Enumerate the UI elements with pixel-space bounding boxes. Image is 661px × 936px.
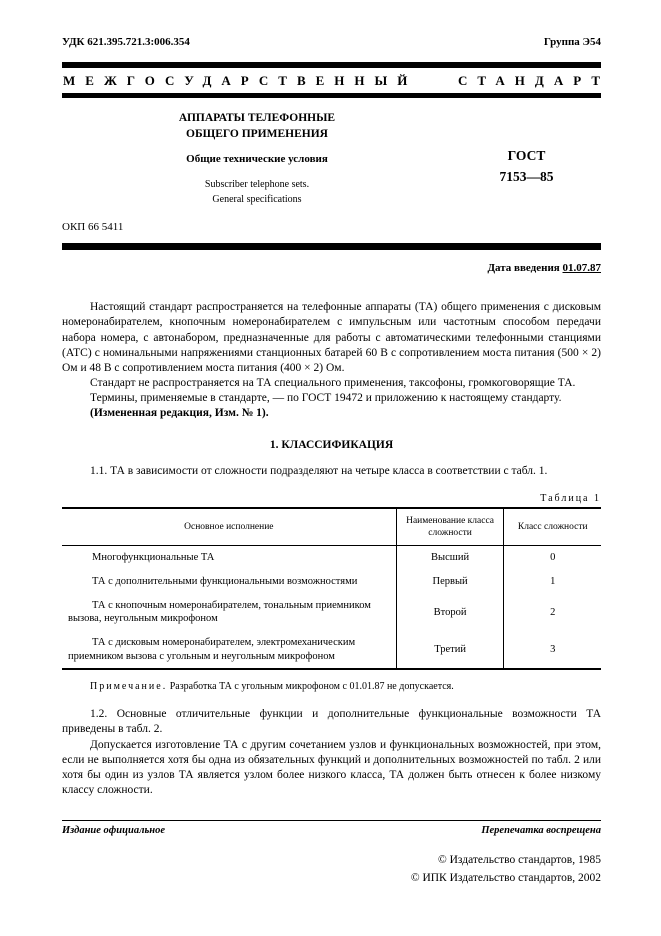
table-row [62, 546, 601, 570]
rule-under-banner [62, 93, 601, 98]
reprint-prohibited-label: Перепечатка воспрещена [481, 825, 601, 837]
doc-title-line-1: АППАРАТЫ ТЕЛЕФОННЫЕ [178, 112, 336, 124]
udk-code: УДК 621.395.721.3:006.354 [62, 36, 190, 48]
banner-word-2: СТАНДАРТ [457, 73, 610, 88]
official-edition-label: Издание официальное [62, 825, 166, 837]
copyright-line-2002: © ИПК Издательство стандартов, 2002 [410, 871, 601, 884]
table-cell-design: ТА с дополнительными функциональными возможностями [92, 576, 358, 588]
intro-paragraph-2: Стандарт не распространяется на ТА специального применения, таксофоны, громкоговорящие ТА. [90, 377, 576, 390]
doc-title-en-line-1: Subscriber telephone sets. [204, 179, 310, 191]
intro-paragraph-3: Термины, применяемые в стандарте, — по ГОСТ 19472 и приложению к настоящему стандарту. [90, 392, 562, 405]
table-cell-class-number: 3 [504, 631, 601, 669]
table-header-main-design: Основное исполнение [62, 508, 396, 546]
clause-1-2-continued: Допускается изготовление ТА с другим сочетанием узлов и функциональных возможностей, при этом, если не выполняется хотя бы одна из обязательных функций и дополнительных возможностей по табл. 2 или хотя бы один из узлов ТА является узлом более низкого класса, ТА должен быть отнесен к более низкому классу сложности. [62, 738, 601, 797]
doc-subtitle: Общие технические условия [186, 153, 328, 166]
table-note [62, 680, 601, 693]
table-cell-class-number: 1 [504, 570, 601, 594]
group-label: Группа Э54 [543, 36, 601, 48]
table-cell-class-number: 2 [504, 594, 601, 631]
banner-word-1: МЕЖГОСУДАРСТВЕННЫЙ [63, 73, 418, 88]
section-1-heading: 1. КЛАССИФИКАЦИЯ [269, 438, 394, 451]
footer-labels [62, 825, 601, 836]
footer-rule [62, 820, 601, 821]
clause-1-1: 1.1. ТА в зависимости от сложности подразделяют на четыре класса в соответствии с табл. 1. [90, 464, 548, 477]
effective-date-value: 01.07.87 [562, 262, 601, 275]
gost-label: ГОСТ [507, 148, 546, 163]
clause-1-2: 1.2. Основные отличительные функции и дополнительные функциональные возможности ТА приведены в табл. 2. [62, 708, 601, 736]
doc-title-en-line-2: General specifications [212, 193, 302, 205]
title-block [62, 110, 452, 207]
gost-number-block [452, 110, 601, 207]
table-header-row [62, 508, 601, 546]
effective-date-line [62, 262, 601, 274]
table-row [62, 594, 601, 631]
table-cell-design: Многофункциональные ТА [92, 552, 215, 564]
table-cell-class-number: 0 [504, 546, 601, 570]
table-cell-design: ТА с дисковым номеронабирателем, электромеханическим приемником вызова с угольным и неугольным микрофоном [68, 636, 356, 662]
table-cell-design: ТА с кнопочным номеронабирателем, тональным приемником вызова, неугольным микрофоном [68, 599, 371, 625]
table-row [62, 631, 601, 669]
copyright-line-1985: © Издательство стандартов, 1985 [437, 854, 601, 867]
classification-table [62, 507, 601, 671]
intro-paragraph-1: Настоящий стандарт распространяется на телефонные аппараты (ТА) общего применения с дисковым номеронабирателем, кнопочным номеронабирателем с импульсным или частотным способом передачи набора номера, с автонабором, предназначенные для работы с автоматическими телефонными станциями (АТС) с номинальными напряжениями станционных батарей 60 В с сопротивлением моста питания (500 × 2) Ом и 48 В с сопротивлением моста питания (400 × 2) Ом. [62, 301, 601, 374]
top-reference-row [62, 36, 601, 48]
table-row [62, 570, 601, 594]
note-label: Примечание. [90, 681, 168, 693]
table-1-caption: Таблица 1 [540, 492, 601, 504]
table-cell-class-name: Первый [396, 570, 504, 594]
effective-date-label: Дата введения [487, 262, 560, 275]
table-cell-class-name: Третий [396, 631, 504, 669]
title-section [62, 110, 601, 207]
note-text: Разработка ТА с угольным микрофоном с 01.01.87 не допускается. [167, 681, 454, 693]
copyright-block [62, 852, 601, 887]
gost-number: 7153—85 [499, 168, 554, 184]
standard-type-banner [62, 68, 610, 93]
table-cell-class-name: Второй [396, 594, 504, 631]
table-header-class-name: Наименование класса сложности [396, 508, 504, 546]
doc-title-english [62, 178, 452, 207]
table-cell-class-name: Высший [396, 546, 504, 570]
amendment-note: (Измененная редакция, Изм. № 1). [90, 407, 269, 420]
doc-title-line-2: ОБЩЕГО ПРИМЕНЕНИЯ [186, 128, 328, 141]
okp-code: ОКП 66 5411 [62, 221, 124, 234]
table-header-class-number: Класс сложности [504, 508, 601, 546]
rule-thick [62, 243, 601, 250]
